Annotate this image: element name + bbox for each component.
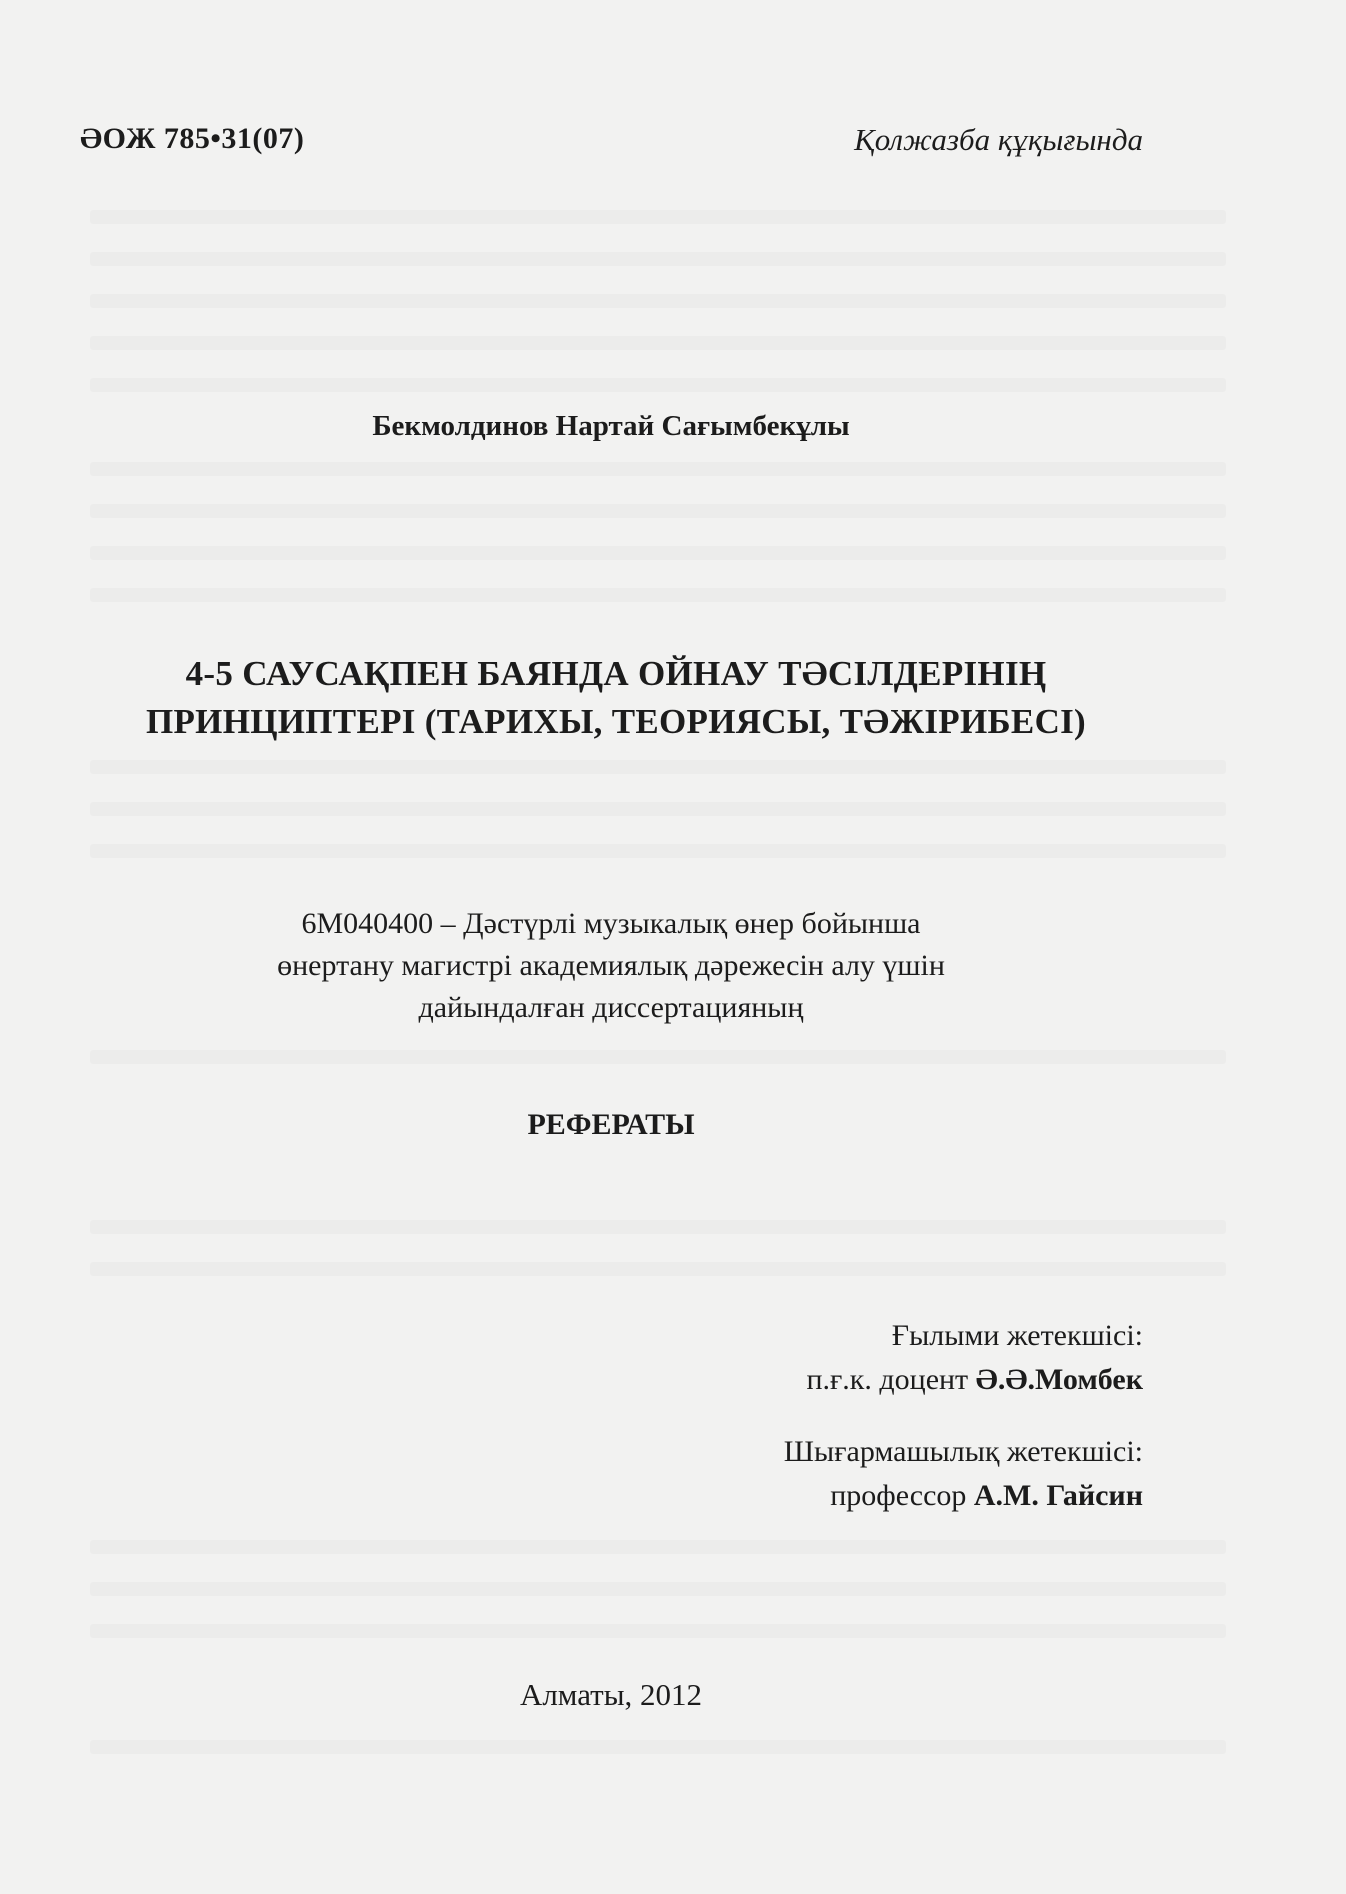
scientific-supervisor: [806, 1314, 1143, 1402]
document-type: РЕФЕРАТЫ: [527, 1108, 695, 1141]
scientific-supervisor-title: п.ғ.к. доцент: [806, 1363, 976, 1396]
degree-line-3: дайындалған диссертацияның: [418, 991, 804, 1024]
scientific-supervisor-name: Ә.Ә.Момбек: [975, 1363, 1143, 1396]
title-line-1: 4-5 САУСАҚПЕН БАЯНДА ОЙНАУ ТӘСІЛДЕРІНІҢ: [185, 654, 1047, 693]
degree-line-2: өнертану магистрі академиялық дәрежесін алу үшін: [277, 949, 945, 982]
place-and-year: Алматы, 2012: [519, 1677, 703, 1712]
creative-supervisor-name: А.М. Гайсин: [973, 1479, 1143, 1512]
dissertation-title: [100, 650, 1132, 746]
title-line-2: ПРИНЦИПТЕРІ (ТАРИХЫ, ТЕОРИЯСЫ, ТӘЖІРИБЕСІ): [145, 702, 1087, 741]
degree-description: [0, 903, 1222, 1029]
scientific-supervisor-label: Ғылыми жетекшісі:: [891, 1319, 1143, 1352]
creative-supervisor-label: Шығармашылық жетекшісі:: [783, 1435, 1143, 1468]
creative-supervisor-line: [784, 1474, 1143, 1518]
scientific-supervisor-line: [806, 1358, 1143, 1402]
udc-code: ӘОЖ 785•31(07): [80, 122, 305, 155]
manuscript-rights-note: Қолжазба құқығында: [854, 122, 1143, 157]
creative-supervisor-title: профессор: [830, 1479, 974, 1512]
creative-supervisor: [784, 1430, 1143, 1518]
author-name: Бекмолдинов Нартай Сағымбекұлы: [372, 410, 850, 442]
degree-line-1: 6М040400 – Дәстүрлі музыкалық өнер бойынша: [301, 907, 921, 940]
